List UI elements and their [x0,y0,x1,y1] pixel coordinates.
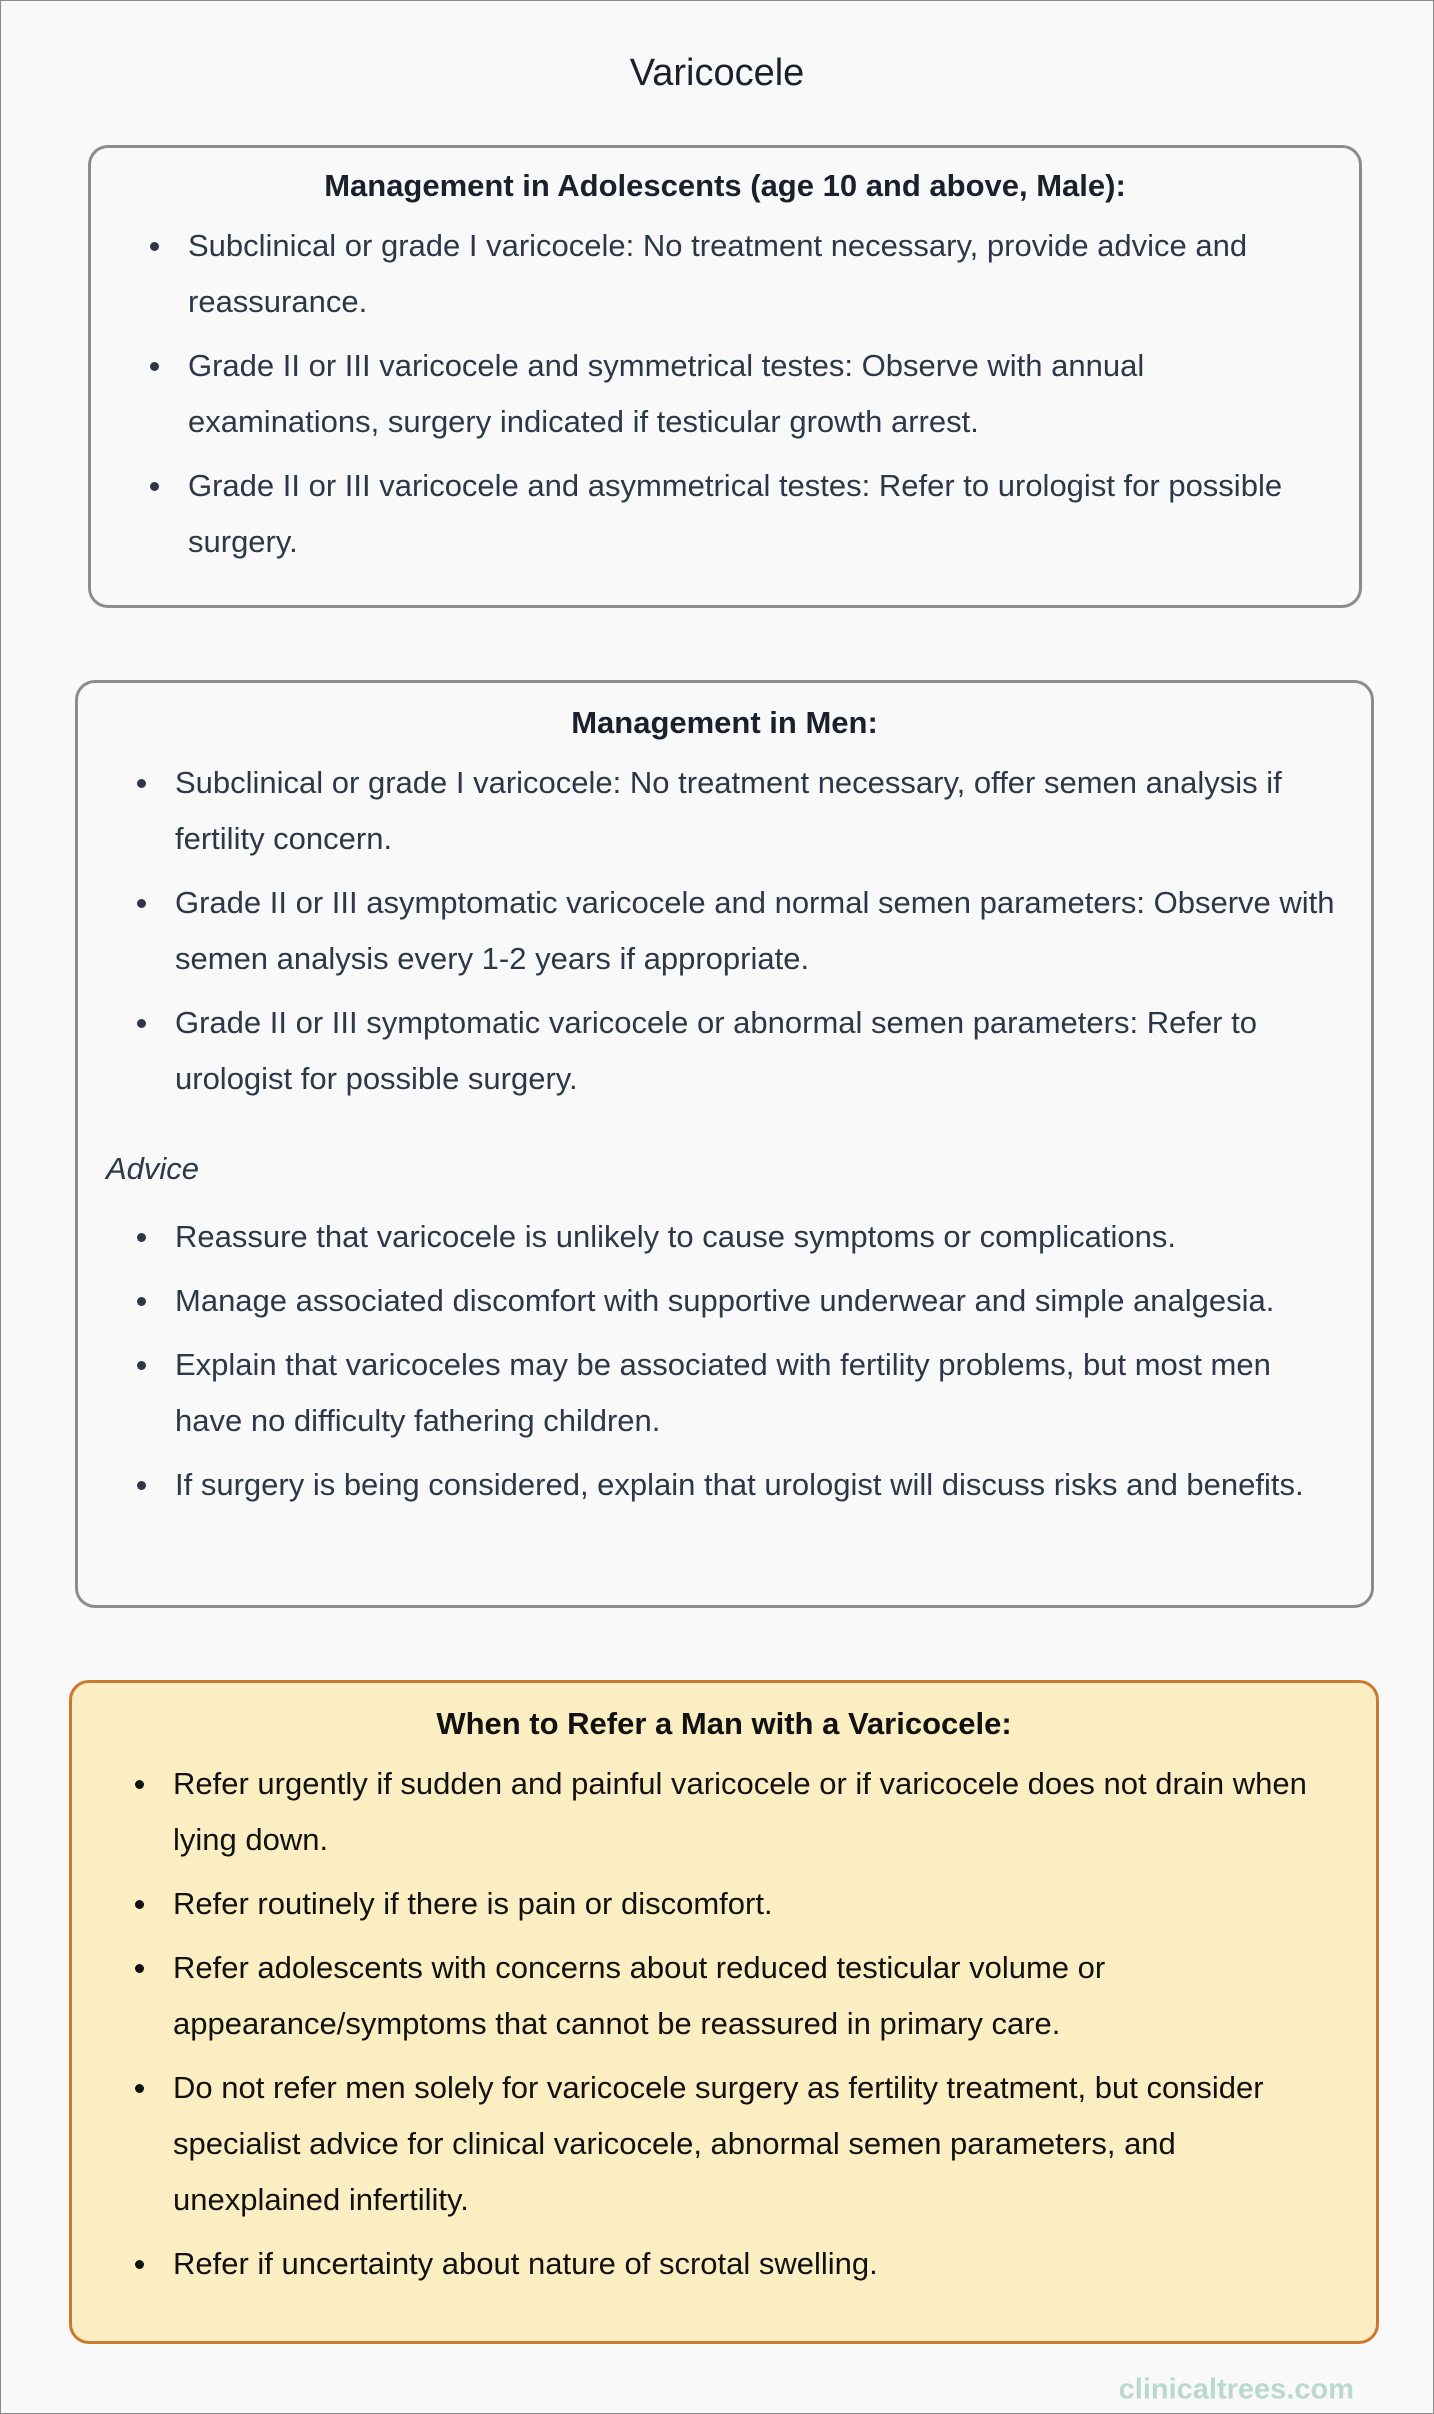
advice-list [78,1209,1371,1513]
list-item: Refer urgently if sudden and painful varicocele or if varicocele does not drain when lying down. [173,1756,1346,1868]
list-item: Do not refer men solely for varicocele surgery as fertility treatment, but consider specialist advice for clinical varicocele, abnormal semen parameters, and unexplained infertility. [173,2060,1346,2228]
adolescents-list [91,218,1359,570]
men-management-card [75,680,1374,1608]
adolescents-heading: Management in Adolescents (age 10 and above, Male): [324,168,1126,203]
page-title: Varicocele [629,52,805,94]
list-item: If surgery is being considered, explain that urologist will discuss risks and benefits. [175,1457,1341,1513]
list-item: Reassure that varicocele is unlikely to cause symptoms or complications. [175,1209,1341,1265]
list-item: Refer if uncertainty about nature of scrotal swelling. [173,2236,1346,2292]
men-heading: Management in Men: [571,705,878,740]
list-item: Refer adolescents with concerns about reduced testicular volume or appearance/symptoms that cannot be reassured in primary care. [173,1940,1346,2052]
adolescents-management-card [88,145,1362,608]
list-item: Grade II or III asymptomatic varicocele and normal semen parameters: Observe with semen analysis every 1-2 years if appropriate. [175,875,1341,987]
list-item: Subclinical or grade I varicocele: No treatment necessary, offer semen analysis if fertility concern. [175,755,1341,867]
men-list [78,755,1371,1107]
referral-card [69,1680,1379,2344]
list-item: Subclinical or grade I varicocele: No treatment necessary, provide advice and reassurance. [188,218,1319,330]
watermark: clinicaltrees.com [1118,2373,1354,2406]
advice-heading: Advice [106,1151,200,1186]
list-item: Explain that varicoceles may be associated with fertility problems, but most men have no difficulty fathering children. [175,1337,1341,1449]
list-item: Grade II or III symptomatic varicocele or abnormal semen parameters: Refer to urologist for possible surgery. [175,995,1341,1107]
list-item: Grade II or III varicocele and asymmetrical testes: Refer to urologist for possible surgery. [188,458,1319,570]
referral-list [72,1756,1376,2292]
list-item: Manage associated discomfort with supportive underwear and simple analgesia. [175,1273,1341,1329]
list-item: Grade II or III varicocele and symmetrical testes: Observe with annual examinations, surgery indicated if testicular growth arrest. [188,338,1319,450]
list-item: Refer routinely if there is pain or discomfort. [173,1876,1346,1932]
referral-heading: When to Refer a Man with a Varicocele: [436,1706,1012,1741]
